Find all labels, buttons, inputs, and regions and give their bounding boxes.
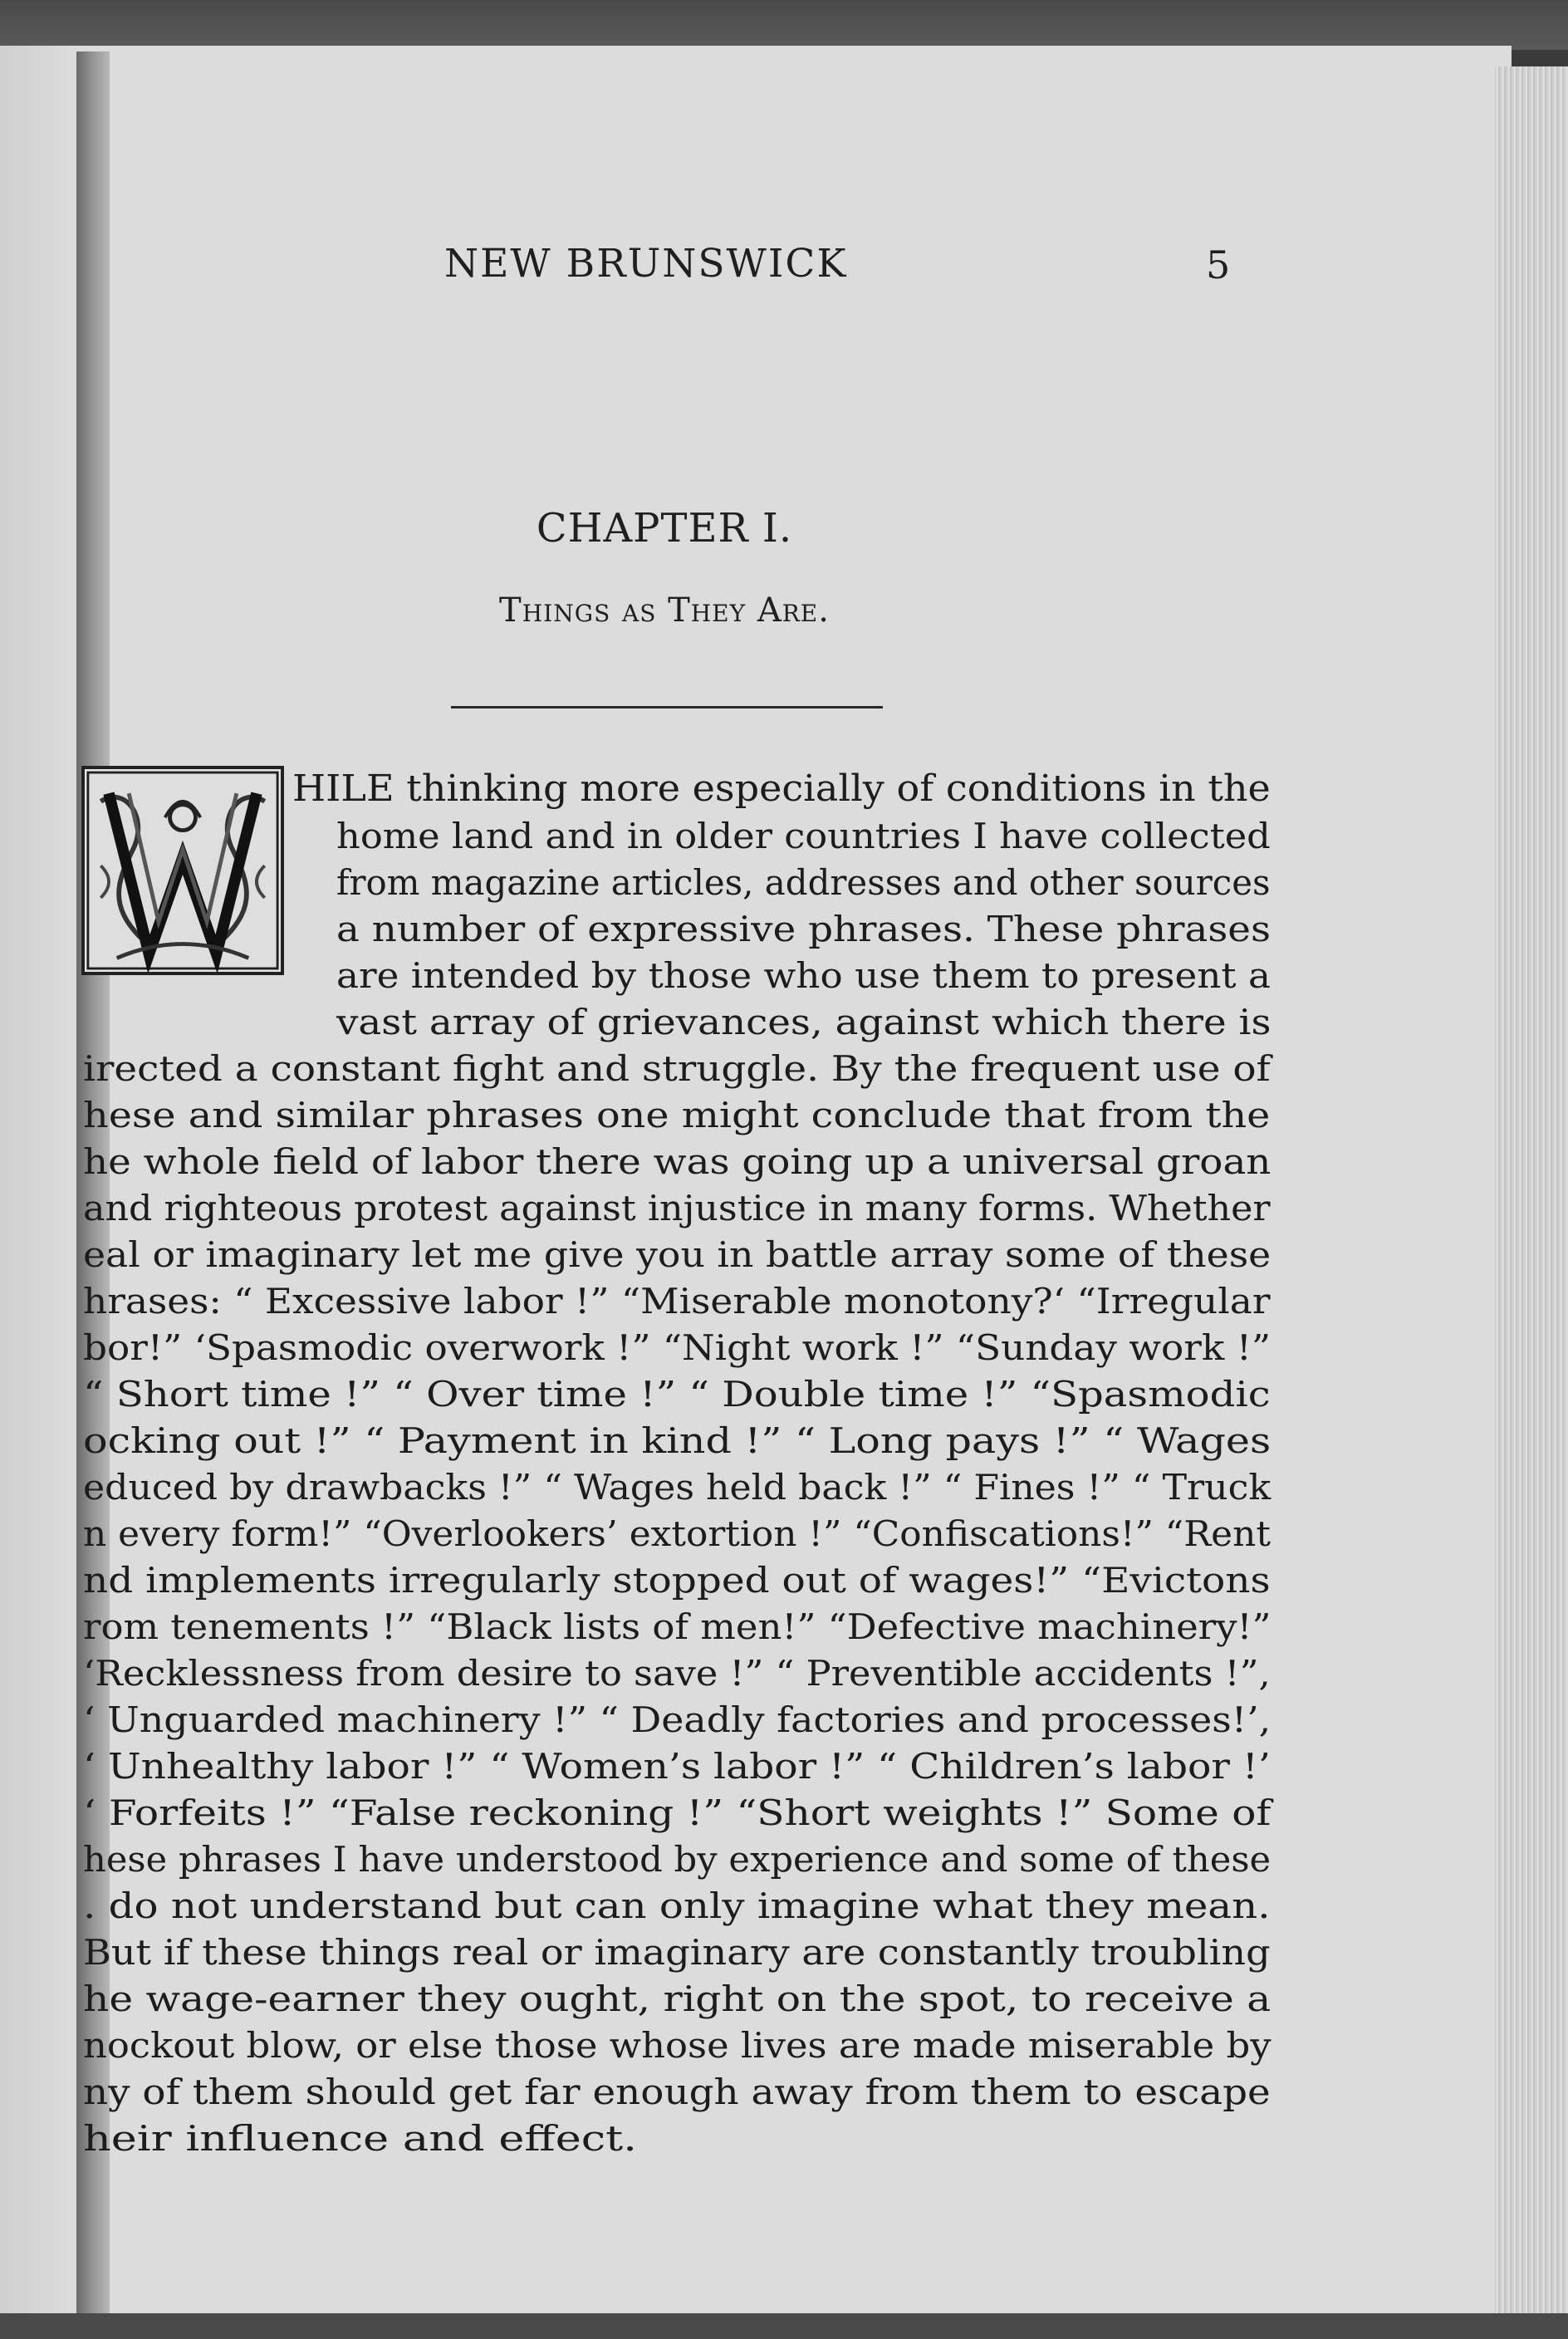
body-line: hese phrases I have understood by experience and some of these bbox=[83, 1839, 1272, 1880]
body-line: ‘Recklessness from desire to save !” “ Preventible accidents !”, bbox=[83, 1653, 1271, 1694]
body-line: hrases: “ Excessive labor !” “Miserable monotony?‘ “Irregular bbox=[83, 1281, 1271, 1322]
body-line: ‘ Forfeits !” “False reckoning !” “Short weights !” Some of bbox=[83, 1792, 1272, 1833]
body-line: irected a constant fight and struggle. By the frequent use of bbox=[83, 1048, 1271, 1089]
body-line: n every form!” “Overlookers’ extortion !” “Confiscations!” “Rent bbox=[83, 1513, 1271, 1554]
body-line: ny of them should get far enough away from them to escape bbox=[83, 2072, 1271, 2112]
body-line: . do not understand but can only imagine what they mean. bbox=[83, 1885, 1271, 1926]
chapter-rule bbox=[451, 706, 883, 709]
chapter-subtitle: Things as They Are. bbox=[499, 591, 830, 630]
body-line: from magazine articles, addresses and other sources bbox=[336, 862, 1271, 903]
body-line: “ Short time !” “ Over time !” “ Double time !” “Spasmodic bbox=[83, 1374, 1271, 1415]
body-line: he wage-earner they ought, right on the spot, to receive a bbox=[83, 1979, 1272, 2019]
body-line: ‘ Unguarded machinery !” “ Deadly factories and processes!’, bbox=[83, 1699, 1272, 1740]
ornamental-drop-cap-icon bbox=[81, 766, 284, 975]
body-line: he whole field of labor there was going up a universal groan bbox=[83, 1141, 1272, 1182]
body-line: a number of expressive phrases. These phrases bbox=[336, 909, 1271, 949]
page-edges-stack bbox=[1495, 66, 1568, 2339]
body-line: rom tenements !” “Black lists of men!” “Defective machinery!” bbox=[83, 1606, 1272, 1647]
page-number: 5 bbox=[1206, 243, 1231, 287]
scan-bottom-shadow bbox=[0, 2313, 1568, 2339]
body-line: educed by drawbacks !” “ Wages held back !” “ Fines !” “ Truck bbox=[83, 1467, 1272, 1508]
body-line: nd implements irregularly stopped out of wages!” “Evictons bbox=[83, 1560, 1271, 1601]
body-line: heir influence and effect. bbox=[83, 2118, 637, 2159]
body-line: are intended by those who use them to present a bbox=[336, 955, 1271, 996]
body-line: vast array of grievances, against which there is bbox=[336, 1002, 1272, 1042]
running-head-title: NEW BRUNSWICK bbox=[444, 241, 848, 287]
body-line: ocking out !” “ Payment in kind !” “ Long pays !” “ Wages bbox=[83, 1420, 1272, 1461]
page-left-shade bbox=[0, 46, 75, 2326]
body-line: nockout blow, or else those whose lives are made miserable by bbox=[83, 2025, 1272, 2066]
body-line: HILE thinking more especially of conditions in the bbox=[292, 767, 1271, 810]
body-line: But if these things real or imaginary are constantly troubling bbox=[83, 1932, 1271, 1973]
chapter-heading: CHAPTER I. bbox=[536, 505, 793, 552]
body-line: home land and in older countries I have collected bbox=[336, 816, 1271, 856]
body-line: and righteous protest against injustice in many forms. Whether bbox=[83, 1188, 1271, 1228]
body-line: hese and similar phrases one might conclude that from the bbox=[83, 1095, 1271, 1135]
scan-top-shadow bbox=[0, 0, 1568, 50]
body-line: ‘ Unhealthy labor !” “ Women’s labor !” “ Children’s labor !’ bbox=[83, 1746, 1271, 1787]
body-line: bor!” ‘Spasmodic overwork !” “Night work !” “Sunday work !” bbox=[83, 1327, 1272, 1368]
body-line: eal or imaginary let me give you in battle array some of these bbox=[83, 1234, 1272, 1275]
